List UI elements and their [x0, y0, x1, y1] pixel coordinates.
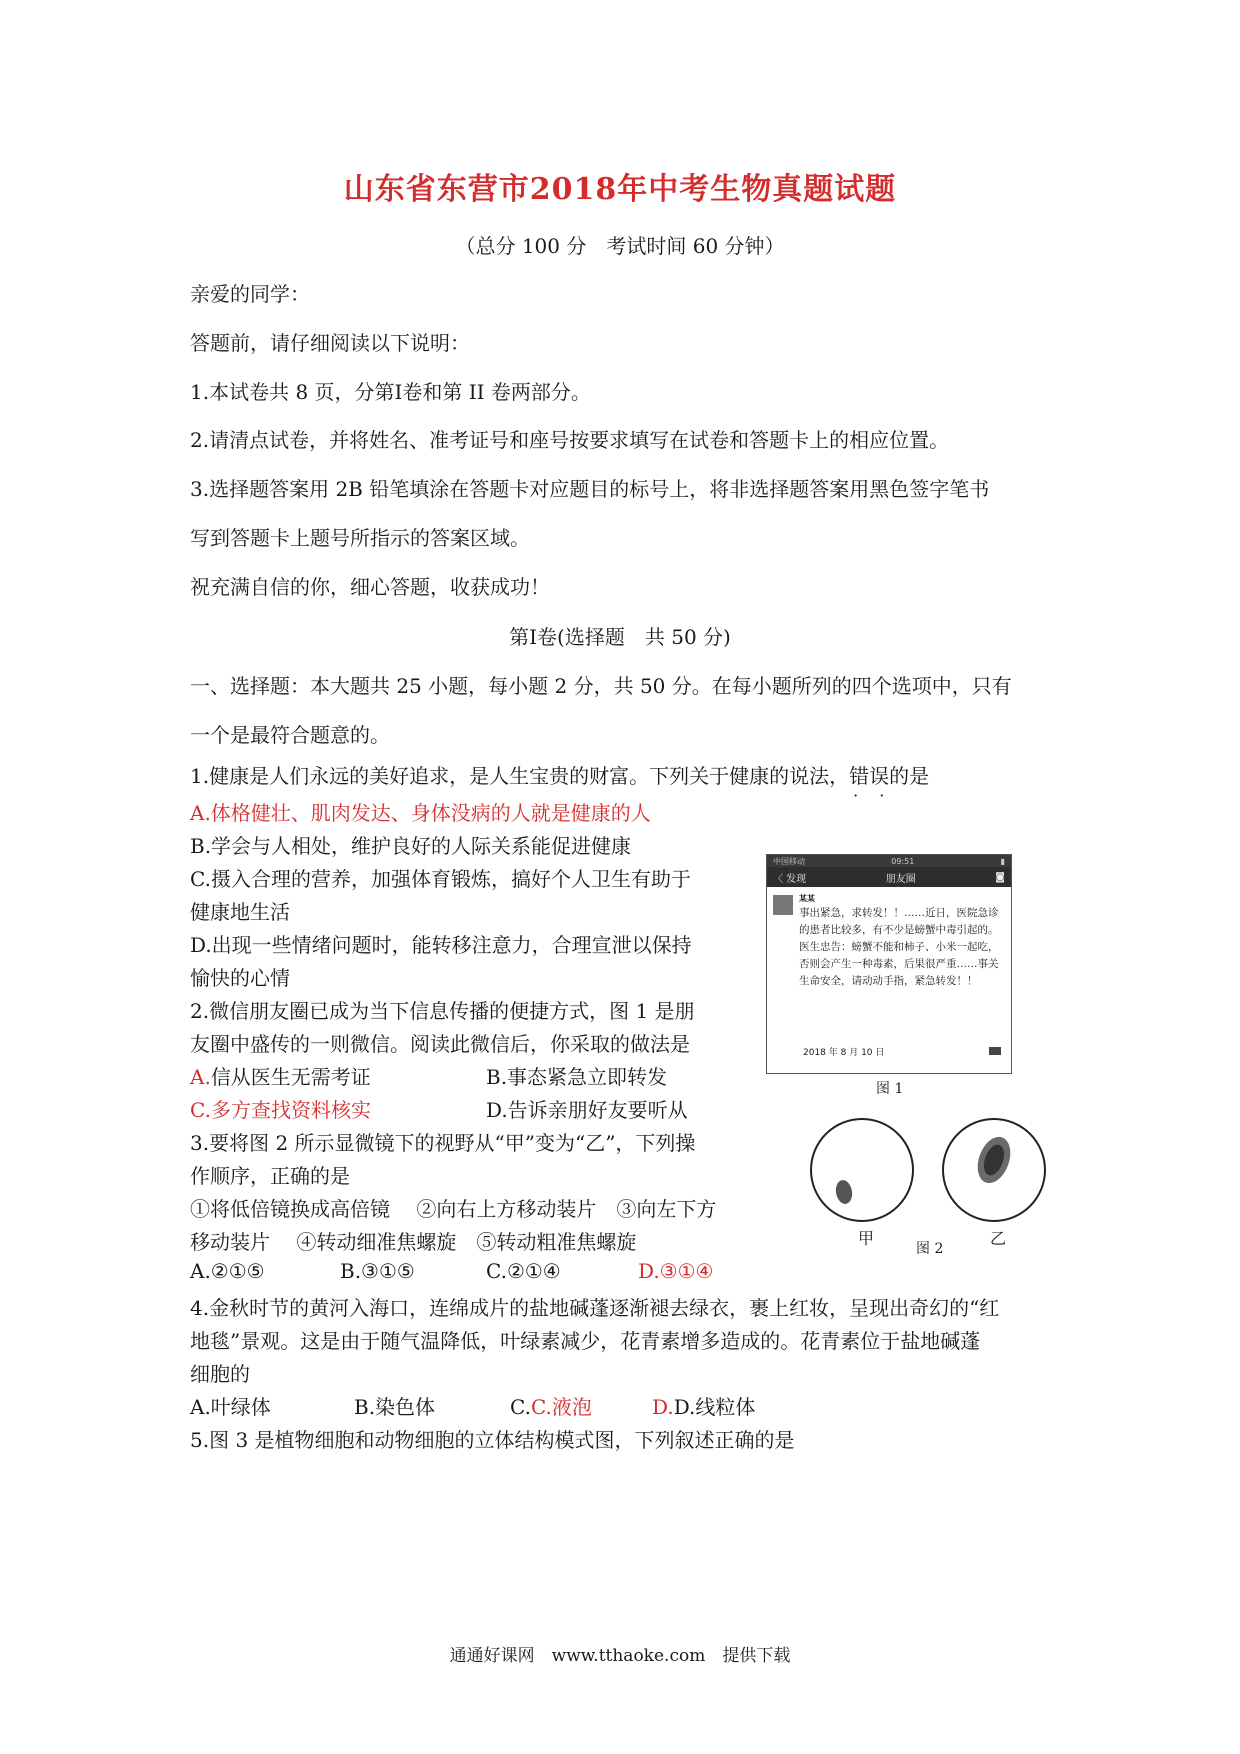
q1-emphasis: 错误 · · [849, 764, 889, 788]
q5-stem: 5.图 3 是植物细胞和动物细胞的立体结构模式图，下列叙述正确的是 [190, 1428, 795, 1452]
q3-steps: ①将低倍镜换成高倍镜 ②向右上方移动装片 ③向左下方 [190, 1197, 717, 1221]
instruction-1: 1.本试卷共 8 页，分第Ⅰ卷和第 II 卷两部分。 [190, 380, 591, 404]
poster-name: 某某 [799, 894, 815, 903]
q2-option-d: D.告诉亲朋好友要听从 [486, 1098, 688, 1122]
instruction-2: 2.请清点试卷，并将姓名、准考证号和座号按要求填写在试卷和答题卡上的相应位置。 [190, 428, 950, 452]
q4-stem-cont-2: 细胞的 [190, 1362, 250, 1386]
figure-2-caption: 图 2 [916, 1241, 944, 1257]
post-date: 2018 年 8 月 10 日 [803, 1048, 885, 1058]
q2-option-a: A.信从医生无需考证 [190, 1065, 371, 1089]
q1-option-b: B.学会与人相处，维护良好的人际关系能促进健康 [190, 834, 632, 858]
q3-option-d: D.③①④ [638, 1259, 714, 1283]
instruction-3-cont: 写到答题卡上题号所指示的答案区域。 [190, 526, 530, 550]
section-title: 第Ⅰ卷(选择题 共 50 分) [509, 625, 731, 649]
q4-stem: 4.金秋时节的黄河入海口，连绵成片的盐地碱蓬逐渐褪去绿衣，裹上红妆，呈现出奇幻的“红 [190, 1296, 1000, 1320]
nav-title: 朋友圈 [885, 873, 916, 885]
figure-1-caption: 图 1 [876, 1081, 904, 1097]
q2-stem-cont: 友圈中盛传的一则微信。阅读此微信后，你采取的做法是 [190, 1032, 690, 1056]
q3-option-b: B.③①⑤ [340, 1259, 415, 1283]
figure-1-wechat-screenshot [766, 854, 1012, 1074]
q1-option-d: D.出现一些情绪问题时，能转移注意力，合理宣泄以保持 [190, 933, 692, 957]
q3-steps-cont: 移动装片 ④转动细准焦螺旋 ⑤转动粗准焦螺旋 [190, 1230, 637, 1254]
q3-option-a: A.②①⑤ [190, 1259, 265, 1283]
avatar [773, 895, 793, 915]
back-link: 〈 发现 [773, 873, 807, 885]
part-intro: 一、选择题：本大题共 25 小题，每小题 2 分，共 50 分。在每小题所列的四个选项中，只有 [190, 674, 1012, 698]
phone-status-bar: 中国移动 09:51 ▮ [767, 855, 1011, 867]
camera-icon: ◙ [995, 871, 1005, 883]
wechat-nav-bar [767, 867, 1011, 887]
q1-option-a: A.体格健壮、肌肉发达、身体没病的人就是健康的人 [190, 801, 651, 825]
q1-option-c-cont: 健康地生活 [190, 900, 290, 924]
q2-option-c: C.多方查找资料核实 [190, 1098, 371, 1122]
q4-option-c: C.C.液泡 [510, 1395, 592, 1419]
footer-text: 通通好课网 www.tthaoke.com 提供下载 [449, 1646, 791, 1666]
figure-2-label-yi: 乙 [990, 1229, 1007, 1248]
q3-option-c: C.②①④ [486, 1259, 561, 1283]
q4-option-b: B.染色体 [354, 1395, 436, 1419]
post-text: 事出紧急，求转发！！……近日，医院急诊的患者比较多，有不少是螃蟹中毒引起的。医生忠告：螃蟹不能和柿子、小米一起吃，否则会产生一种毒素，后果很严重……事关生命安全，请动动手指，紧急转发！！ [799, 907, 999, 987]
q1-stem: 1.健康是人们永远的美好追求，是人生宝贵的财富。下列关于健康的说法，错误 · ·的是 [190, 760, 929, 789]
q4-stem-cont: 地毯”景观。这是由于随气温降低，叶绿素减少，花青素增多造成的。花青素位于盐地碱蓬 [190, 1329, 981, 1353]
microscope-view-jia [810, 1118, 914, 1222]
page-title: 山东省东营市2018年中考生物真题试题 [343, 172, 897, 207]
q1-option-c: C.摄入合理的营养，加强体育锻炼，搞好个人卫生有助于 [190, 867, 691, 891]
exam-info: （总分 100 分 考试时间 60 分钟） [455, 234, 785, 258]
q4-option-a: A.叶绿体 [190, 1395, 271, 1419]
figure-2-label-jia: 甲 [858, 1229, 875, 1248]
instruction-3: 3.选择题答案用 2B 铅笔填涂在答题卡对应题目的标号上，将非选择题答案用黑色签字笔书 [190, 477, 990, 501]
q3-stem-cont: 作顺序，正确的是 [190, 1164, 350, 1188]
part-intro-cont: 一个是最符合题意的。 [190, 723, 390, 747]
q2-stem: 2.微信朋友圈已成为当下信息传播的便捷方式，图 1 是朋 [190, 999, 695, 1023]
q2-option-b: B.事态紧急立即转发 [486, 1065, 668, 1089]
wish-text: 祝充满自信的你，细心答题，收获成功！ [190, 575, 550, 599]
q3-stem: 3.要将图 2 所示显微镜下的视野从“甲”变为“乙”，下列操 [190, 1131, 696, 1155]
intro-text: 答题前，请仔细阅读以下说明： [190, 331, 470, 355]
comment-icon [989, 1047, 1001, 1055]
greeting: 亲爱的同学： [190, 282, 310, 306]
q1-option-d-cont: 愉快的心情 [190, 966, 290, 990]
q4-option-d: D.D.线粒体 [652, 1395, 756, 1419]
microscope-view-yi [942, 1118, 1046, 1222]
